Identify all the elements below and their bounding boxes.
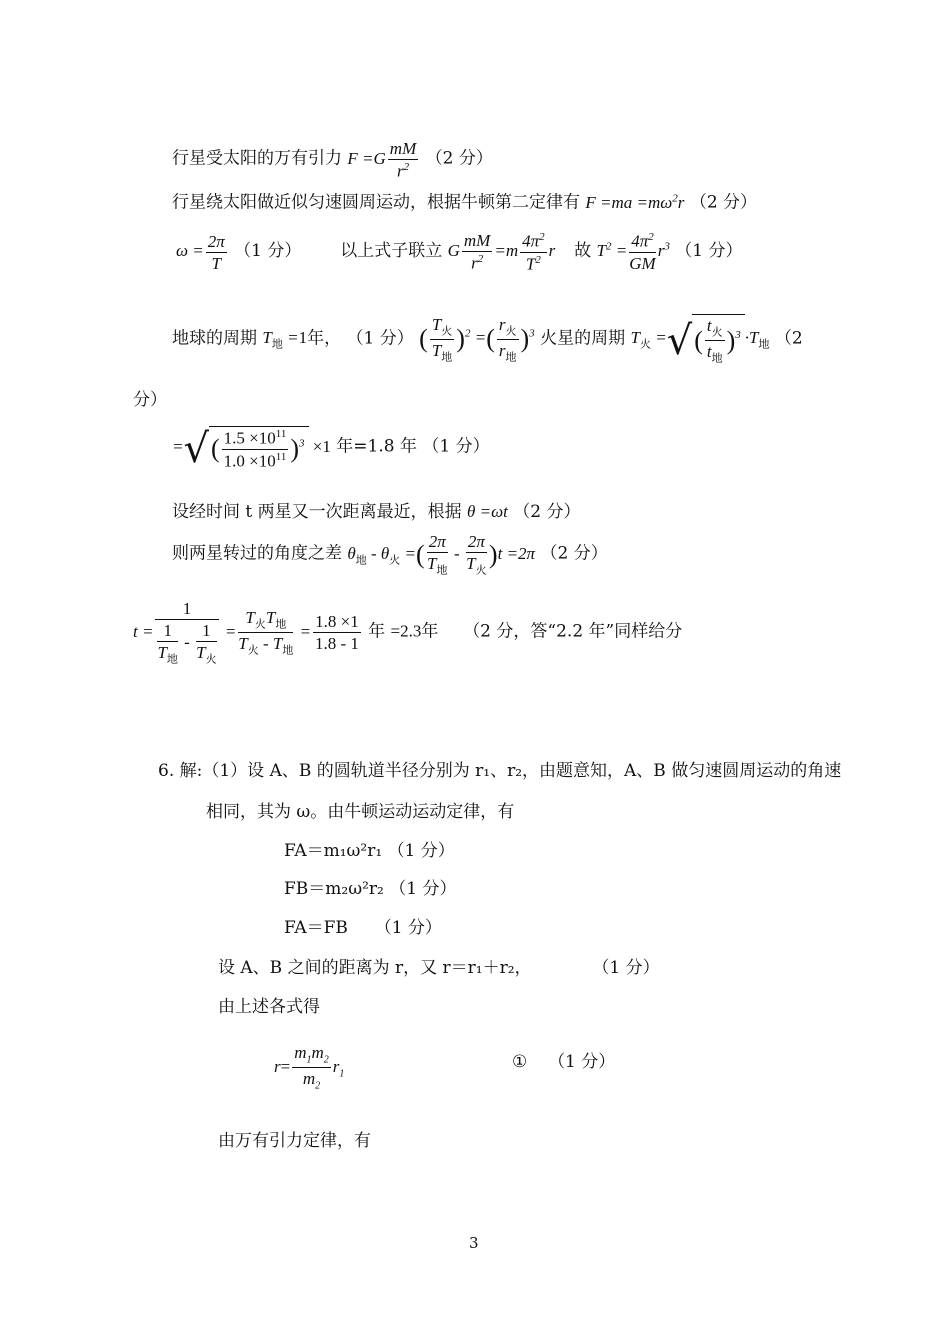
line-gravitation	[172, 140, 493, 180]
page-number	[469, 1236, 479, 1251]
formula-mars-period: $T_火$ =√( $\frac{t_火}{t_地}$ )$^3 \cdot T_地$	[630, 316, 770, 365]
s6-line5-text: 由万有引力定律，有	[218, 1131, 371, 1151]
score-mars-period: （2	[774, 328, 803, 349]
s6-line1	[158, 763, 841, 780]
text-mars-period: 火星的周期	[540, 328, 626, 349]
s6-line4-text: 由上述各式得	[218, 997, 320, 1017]
line-periods-wrap	[133, 392, 167, 409]
s6-eq1-text: FA＝m₁ω²r₁	[284, 841, 383, 861]
s6-eq4-score: （1 分）	[548, 1052, 616, 1072]
formula-omega: ω = $\frac{2\pi}{T}$	[176, 231, 225, 273]
text-combine: 以上式子联立	[340, 241, 443, 262]
formula-newton: $F =ma =m\omega^2r$	[585, 192, 685, 212]
score-kepler: （1 分）	[675, 241, 743, 262]
formula-angle-diff: $\theta_地 - \theta_火$ =( $\frac{2\pi}{T_地}$ - $\frac{2\pi}{T_火}$ )t =2π	[347, 532, 536, 577]
score-newton: （2 分）	[689, 192, 758, 213]
text-angle-diff: 则两星转过的角度之差	[172, 543, 342, 564]
formula-combine: G $\frac{mM}{r^2}$ =m $\frac{4\pi^2}{T^2}$ r	[447, 231, 556, 274]
s6-eq3-text: FA＝FB	[284, 918, 348, 938]
formula-kepler: $T^2$ = $\frac{4\pi^2}{GM}$ $r^3$	[596, 231, 670, 273]
s6-line3-score: （1 分）	[592, 958, 660, 978]
s6-eq1-score: （1 分）	[387, 841, 455, 861]
s6-line3-text: 设 A、B 之间的距离为 r，又 r＝r₁＋r₂，	[218, 958, 532, 978]
s6-eq1	[284, 843, 455, 860]
text-time-value: =2.3年	[390, 621, 439, 641]
s6-eq4-formula: r= $\frac{m_1m_2}{m_2}$ $r_1$	[274, 1043, 345, 1092]
s6-eq4-right	[512, 1054, 615, 1071]
formula-gravitation: F =G $\frac{mM}{r^2}$	[347, 139, 417, 181]
score-angle-diff: （2 分）	[540, 543, 608, 564]
s6-line4	[218, 999, 320, 1016]
s6-eq4	[274, 1044, 344, 1092]
s6-line2	[206, 804, 514, 821]
score-mars-result: （1 分）	[422, 436, 490, 457]
s6-line5	[218, 1133, 371, 1150]
s6-line3	[218, 960, 660, 977]
text-mars-result: 年=1.8 年	[336, 436, 417, 457]
score-omega: （1 分）	[234, 241, 302, 262]
score-closest: （2 分）	[513, 502, 581, 522]
formula-time-result: t = 1 $\frac{1}{T_地}$ - $\frac{1}{T_火}$ = $\frac{T_火T_地}{T_火 - T_地}$ = $\frac{1.8 \times 1}{1.8 - 1}$	[133, 599, 359, 666]
formula-angle: θ =ωt	[467, 502, 508, 521]
score-earth-period: （1 分）	[346, 328, 414, 349]
s6-eq2-text: FB＝m₂ω²r₂	[284, 879, 384, 899]
line-newton	[172, 193, 757, 212]
score-gravitation: （2 分）	[425, 148, 493, 169]
s6-line2-text: 相同，其为 ω。由牛顿运动运动定律，有	[206, 802, 515, 822]
s6-eq2-score: （1 分）	[389, 879, 457, 899]
line-closest	[172, 503, 581, 521]
text-earth-period: 地球的周期	[172, 328, 257, 349]
s6-eq3-score: （1 分）	[374, 918, 442, 938]
page-number-text: 3	[469, 1234, 479, 1252]
line-time-result	[133, 600, 682, 665]
text-periods-wrap: 分）	[133, 390, 167, 410]
line-periods	[172, 314, 803, 365]
formula-mars-result: =√( $\frac{1.5 \times 10^{11}}{1.0 \times 10^{11}}$ )$^3$ ×1	[172, 426, 331, 473]
s6-line1-text: 6. 解:（1）设 A、B 的圆轨道半径分别为 r₁、r₂，由题意知，A、B 做匀速圆周运动的角速	[158, 761, 842, 781]
line-angle-diff	[172, 533, 608, 576]
formula-earth-period: $T_地 =1$	[262, 328, 308, 351]
line-mars-result	[172, 426, 490, 473]
score-time-result: （2 分，答“2.2 年”同样给分	[463, 621, 683, 642]
text-closest: 设经时间 t 两星又一次距离最近，根据	[172, 502, 462, 522]
text-newton: 行星绕太阳做近似匀速圆周运动，根据牛顿第二定律有	[172, 192, 580, 213]
s6-eq4-mark: ①	[512, 1052, 528, 1072]
formula-ratio: ( $\frac{T_火}{T_地}$ )$^2$ =( $\frac{r_火}{r_地}$ )$^3$	[419, 314, 535, 364]
s6-eq3	[284, 920, 442, 937]
text-therefore: 故	[574, 241, 592, 262]
text-year: 年，	[307, 328, 342, 349]
line-omega	[176, 232, 742, 272]
s6-eq2	[284, 881, 456, 898]
text-time-year: 年	[368, 621, 386, 642]
text-gravitation: 行星受太阳的万有引力	[172, 148, 342, 169]
